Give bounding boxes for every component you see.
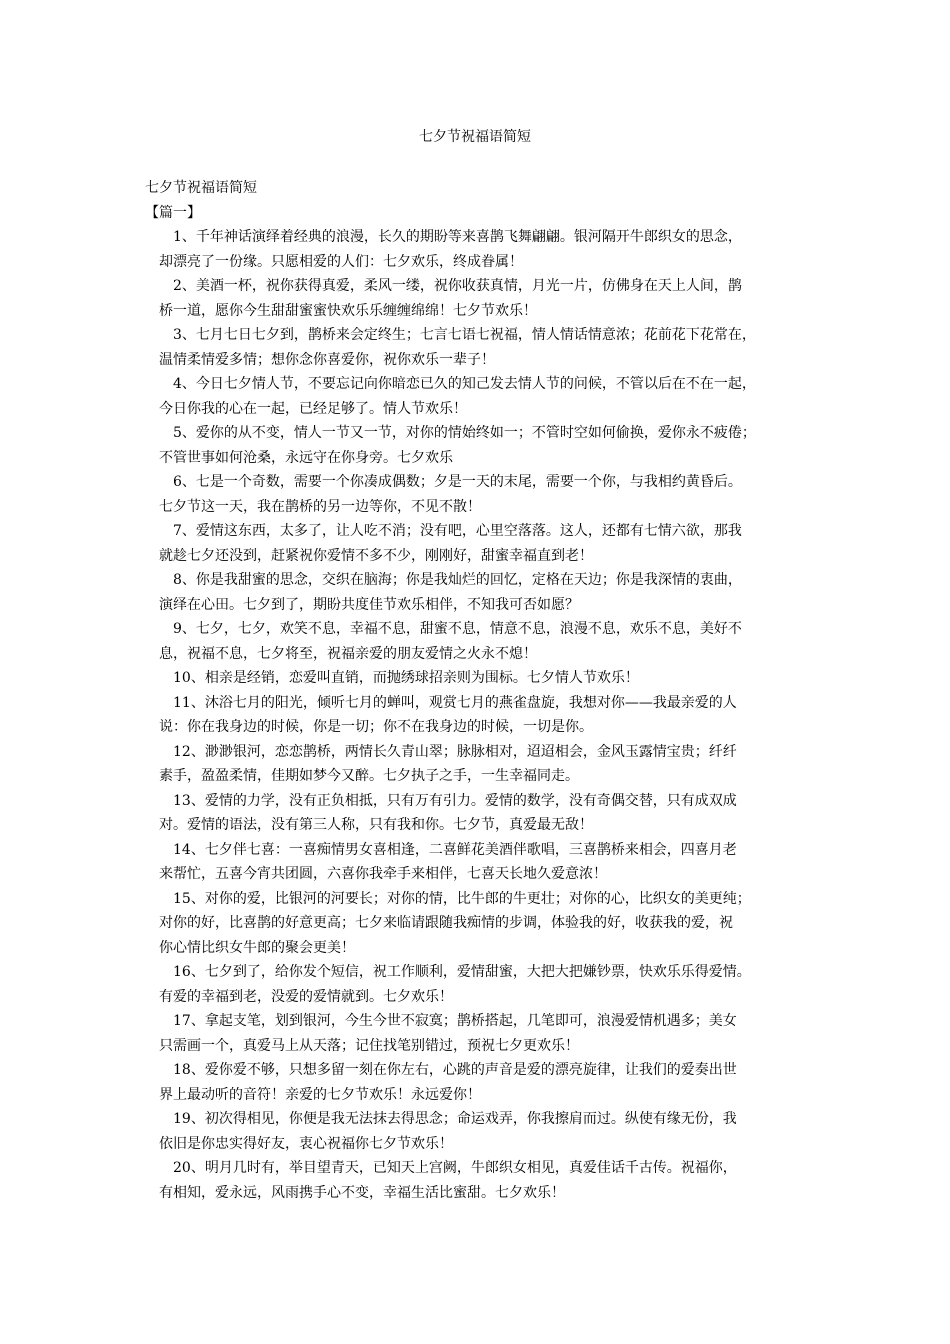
paragraph-line: 20、明月几时有，举目望青天，已知天上宫阙，牛郎织女相见，真爱佳话千古传。祝福你， bbox=[173, 1160, 737, 1176]
paragraph-line: 桥一道，愿你今生甜甜蜜蜜快欢乐乐缠缠绵绵！七夕节欢乐！ bbox=[159, 302, 537, 319]
document-title: 七夕节祝福语简短 bbox=[419, 129, 531, 145]
paragraph-line: 16、七夕到了，给你发个短信，祝工作顺利，爱情甜蜜，大把大把嫌钞票，快欢乐乐得爱情。 bbox=[173, 964, 751, 980]
paragraph-line: 14、七夕伴七喜：一喜痴情男女喜相逢，二喜鲜花美酒伴歌唱，三喜鹊桥来相会，四喜月老 bbox=[173, 841, 737, 858]
paragraph-line: 界上最动听的音符！亲爱的七夕节欢乐！永远爱你！ bbox=[159, 1086, 481, 1103]
paragraph bbox=[145, 1009, 809, 1058]
paragraph-line: 就趁七夕还没到，赶紧祝你爱情不多不少，刚刚好，甜蜜幸福直到老！ bbox=[159, 547, 593, 564]
paragraph bbox=[145, 789, 809, 838]
paragraph-line: 6、七是一个奇数，需要一个你凑成偶数；夕是一天的末尾，需要一个你，与我相约黄昏后。 bbox=[173, 474, 742, 490]
paragraph bbox=[145, 372, 809, 421]
paragraph bbox=[145, 323, 809, 372]
paragraph-line: 4、今日七夕情人节，不要忘记向你暗恋已久的知己发去情人节的问候，不管以后在不在一起， bbox=[173, 376, 756, 392]
paragraph-line: 有爱的幸福到老，没爱的爱情就到。七夕欢乐！ bbox=[159, 988, 453, 1005]
paragraph bbox=[145, 740, 809, 789]
paragraph-line: 11、沐浴七月的阳光，倾听七月的蝉叫，观赏七月的燕雀盘旋，我想对你——我最亲爱的人 bbox=[173, 694, 737, 711]
paragraph-line: 17、拿起支笔，划到银河，今生今世不寂寞；鹊桥搭起，几笔即可，浪漫爱情机遇多；美女 bbox=[173, 1013, 737, 1029]
paragraph bbox=[145, 1107, 809, 1156]
paragraph-line: 对。爱情的语法，没有第三人称，只有我和你。七夕节，真爱最无敌！ bbox=[159, 817, 593, 833]
paragraph bbox=[145, 519, 809, 568]
paragraph-line: 只需画一个，真爱马上从天落；记住找笔别错过，预祝七夕更欢乐！ bbox=[159, 1037, 579, 1054]
paragraph bbox=[145, 1058, 809, 1107]
paragraph-line: 温情柔情爱多情；想你念你喜爱你，祝你欢乐一辈子！ bbox=[159, 351, 495, 368]
paragraph bbox=[145, 568, 809, 617]
paragraph-line: 10、相亲是经销，恋爱叫直销，而抛绣球招亲则为围标。七夕情人节欢乐！ bbox=[173, 670, 639, 686]
paragraph bbox=[145, 838, 809, 887]
paragraph-line: 却漂亮了一份缘。只愿相爱的人们：七夕欢乐，终成眷属！ bbox=[159, 253, 523, 270]
paragraph bbox=[145, 1156, 809, 1205]
paragraph-line: 18、爱你爱不够，只想多留一刻在你左右，心跳的声音是爱的漂亮旋律，让我们的爱奏出世 bbox=[173, 1062, 737, 1078]
paragraph-line: 5、爱你的从不变，情人一节又一节，对你的情始终如一；不管时空如何偷换，爱你永不疲倦； bbox=[173, 425, 756, 441]
document-subtitle: 七夕节祝福语简短 bbox=[145, 180, 257, 196]
paragraph bbox=[145, 274, 809, 323]
paragraph-line: 说：你在我身边的时候，你是一切；你不在我身边的时候，一切是你。 bbox=[159, 719, 593, 735]
paragraph-line: 9、七夕，七夕，欢笑不息，幸福不息，甜蜜不息，情意不息，浪漫不息，欢乐不息，美好不 bbox=[173, 621, 742, 637]
paragraph-list bbox=[145, 225, 809, 1205]
paragraph-line: 15、对你的爱，比银河的河要长；对你的情，比牛郎的牛更壮；对你的心，比织女的美更纯； bbox=[173, 890, 751, 907]
paragraph bbox=[145, 691, 809, 740]
paragraph-line: 来帮忙，五喜今宵共团圆，六喜你我牵手来相伴，七喜天长地久爱意浓！ bbox=[159, 866, 607, 882]
paragraph bbox=[145, 617, 809, 666]
paragraph-line: 对你的好，比喜鹊的好意更高；七夕来临请跟随我痴情的步调，体验我的好，收获我的爱，祝 bbox=[159, 915, 733, 931]
paragraph bbox=[145, 666, 809, 691]
paragraph-line: 7、爱情这东西，太多了，让人吃不消；没有吧，心里空落落。这人，还都有七情六欲，那我 bbox=[173, 523, 742, 539]
paragraph-line: 今日你我的心在一起，已经足够了。情人节欢乐！ bbox=[159, 400, 467, 417]
paragraph-line: 13、爱情的力学，没有正负相抵，只有万有引力。爱情的数学，没有奇偶交替，只有成双成 bbox=[173, 792, 737, 809]
paragraph-line: 3、七月七日七夕到，鹊桥来会定终生；七言七语七祝福，情人情话情意浓；花前花下花常在， bbox=[173, 327, 756, 343]
paragraph bbox=[145, 887, 809, 961]
paragraph-line: 1、千年神话演绎着经典的浪漫，长久的期盼等来喜鹊飞舞翩翩。银河隔开牛郎织女的思念， bbox=[173, 229, 742, 245]
paragraph bbox=[145, 470, 809, 519]
paragraph bbox=[145, 421, 809, 470]
paragraph-line: 依旧是你忠实得好友，衷心祝福你七夕节欢乐！ bbox=[159, 1135, 453, 1152]
paragraph-line: 素手，盈盈柔情，佳期如梦今又醉。七夕执子之手，一生幸福同走。 bbox=[159, 768, 579, 784]
section-label: 【篇一】 bbox=[145, 204, 201, 221]
paragraph-line: 2、美酒一杯，祝你获得真爱，柔风一缕，祝你收获真情，月光一片，仿佛身在天上人间，鹊 bbox=[173, 278, 742, 294]
paragraph-line: 不管世事如何沧桑，永远守在你身旁。七夕欢乐 bbox=[159, 449, 453, 466]
paragraph-line: 有相知，爱永远，风雨携手心不变，幸福生活比蜜甜。七夕欢乐！ bbox=[159, 1184, 565, 1201]
paragraph-line: 19、初次得相见，你便是我无法抹去得思念；命运戏弄，你我擦肩而过。纵使有缘无份，我 bbox=[173, 1111, 737, 1127]
paragraph bbox=[145, 960, 809, 1009]
paragraph-line: 息，祝福不息，七夕将至，祝福亲爱的朋友爱情之火永不熄！ bbox=[159, 645, 537, 662]
paragraph-line: 8、你是我甜蜜的思念，交织在脑海；你是我灿烂的回忆，定格在天边；你是我深情的衷曲， bbox=[173, 572, 742, 588]
paragraph-line: 12、渺渺银河，恋恋鹊桥，两情长久青山翠；脉脉相对，迢迢相会，金风玉露情宝贵；纤纤 bbox=[173, 743, 737, 760]
paragraph-line: 你心情比织女牛郎的聚会更美！ bbox=[159, 939, 355, 956]
document-body bbox=[145, 176, 809, 1205]
paragraph bbox=[145, 225, 809, 274]
paragraph-line: 演绎在心田。七夕到了，期盼共度佳节欢乐相伴，不知我可否如愿？ bbox=[159, 596, 579, 613]
paragraph-line: 七夕节这一天，我在鹊桥的另一边等你，不见不散！ bbox=[159, 498, 481, 515]
